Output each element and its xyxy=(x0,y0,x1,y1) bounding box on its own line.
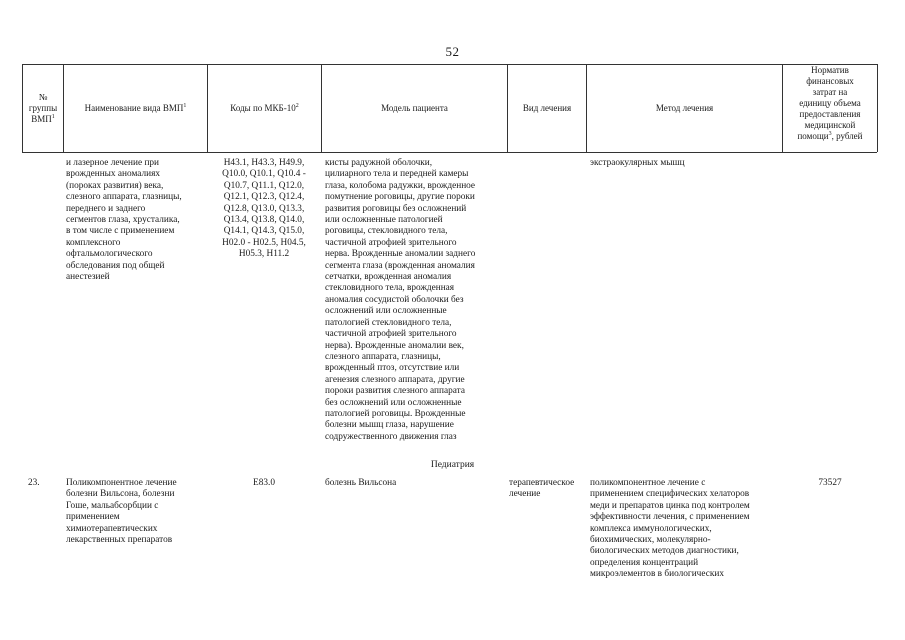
row-vmp-name: и лазерное лечение при врожденных аномалиях (пороках развития) века, слезного аппарата, глазницы, переднего и заднего сегментов глаза, хрусталика, в том числе с применением комплексного офтальмологического обследования под общей анестезией xyxy=(66,158,182,283)
row-icd-codes: H43.1, H43.3, H49.9, Q10.0, Q10.1, Q10.4 - Q10.7, Q11.1, Q12.0, Q12.1, Q12.3, Q12.4, Q12.8, Q13.0, Q13.3, Q13.4, Q13.8, Q14.0, Q14.1, Q14.3, Q15.0, H02.0 - H02.5, H04.5, H05.3, H11.2 xyxy=(222,158,306,260)
row-icd-codes: E83.0 xyxy=(253,478,275,488)
row-financial-norm: 73527 xyxy=(818,478,842,488)
section-title: Педиатрия xyxy=(430,460,475,470)
row-group-number: 23. xyxy=(28,478,40,488)
header-financial-norm: Норматив финансовых затрат на единицу объема предоставления медицинской помощи$^3$, рублей xyxy=(797,65,863,141)
header-bottom-border xyxy=(22,152,877,153)
header-icd-codes: Коды по МКБ-$10^2$ xyxy=(230,102,299,113)
row-patient-model: кисты радужной оболочки, цилиарного тела и передней камеры глаза, колобома радужки, врожденное помутнение роговицы, другие пороки развития роговицы без осложнений или осложненные патологией роговицы, стекловидного тела, частичной атрофией зрительного нерва. Врожденные аномалии заднего сегмента глаза (врожденная аномалия сетчатки, врожденная аномалия стекловидного тела, врожденная аномалия сосудистой оболочки без осложнений или осложненные патологией стекловидного тела, частичной атрофией зрительного нерва). Врожденные аномалии век, слезного аппарата, глазницы, врожденный птоз, отсутствие или агенезия слезного аппарата, другие пороки развития слезного аппарата без осложнений или осложненные патологией роговицы. Врожденные болезни мышц глаза, нарушение содружественного движения глаз xyxy=(325,158,476,442)
row-treatment-method: экстраокулярных мышц xyxy=(590,158,685,168)
header-treatment-method: Метод лечения xyxy=(655,102,714,113)
header-vmp-name: Наименование вида ВМП$^1$ xyxy=(84,102,187,113)
row-treatment-type: терапевтическое лечение xyxy=(509,478,575,500)
header-group-number: № группы ВМП$^1$ xyxy=(28,91,58,124)
row-patient-model: болезнь Вильсона xyxy=(325,478,397,488)
header-patient-model: Модель пациента xyxy=(381,102,448,113)
header-treatment-type: Вид лечения xyxy=(522,102,572,113)
page-number: 52 xyxy=(445,44,460,59)
row-treatment-method: поликомпонентное лечение с применением специфических хелаторов меди и препаратов цинка под контролем эффективности лечения, с применением комплекса иммунологических, биохимических, молекулярно- биологических методов диагностики, определения концентраций микроэлементов в биологических xyxy=(590,478,750,580)
row-vmp-name: Поликомпонентное лечение болезни Вильсона, болезни Гоше, мальабсорбции с применением химиотерапевтических лекарственных препаратов xyxy=(66,478,177,546)
column-divider xyxy=(877,64,878,152)
